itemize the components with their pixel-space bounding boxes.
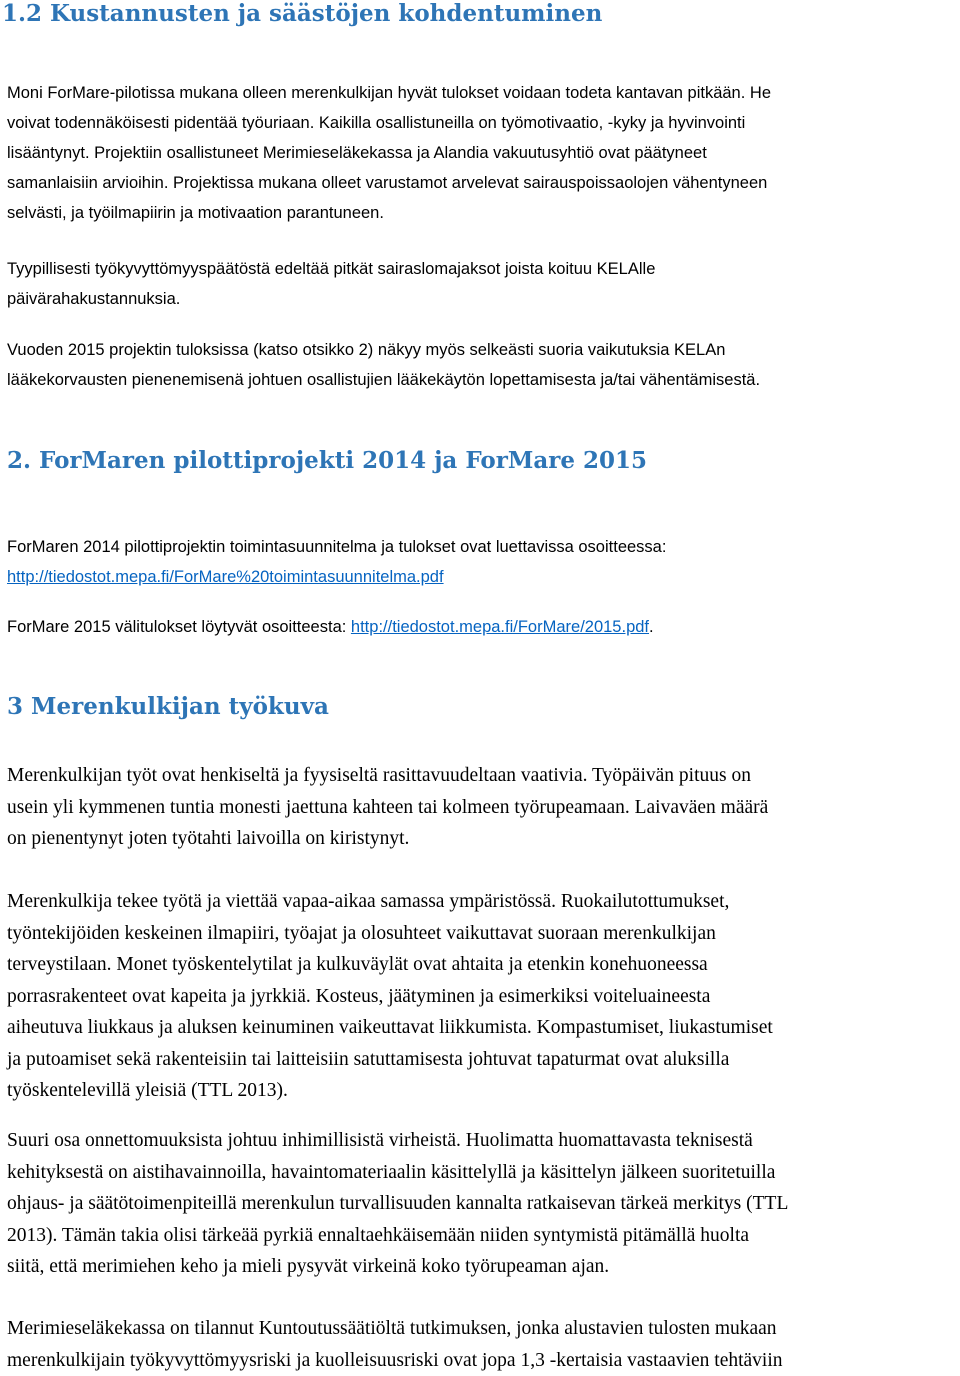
text-line: työntekijöiden keskeinen ilmapiiri, työajat ja olosuhteet vaikuttavat suoraan merenkulkijan bbox=[7, 918, 953, 950]
section-heading-1-2: 1.2 Kustannusten ja säästöjen kohdentuminen bbox=[2, 0, 602, 28]
text-line: kehityksestä on aistihavainnoilla, havaintomateriaalin käsittelyllä ja käsittelyn jälkeen suoritetuilla bbox=[7, 1157, 953, 1189]
text-line: ForMaren 2014 pilottiprojektin toimintasuunnitelma ja tulokset ovat luettavissa osoitteessa: bbox=[7, 532, 953, 562]
paragraph-savings-results bbox=[7, 78, 953, 228]
paragraph-kela-medication bbox=[7, 335, 953, 395]
text-line: lääkekorvausten pienenemisenä johtuen osallistujien lääkekäytön lopettamisesta ja/tai vähentämisestä. bbox=[7, 365, 953, 395]
text-line: siitä, että merimiehen keho ja mieli pysyvät virkeinä koko työrupeaman ajan. bbox=[7, 1251, 953, 1283]
text-line: lisääntynyt. Projektiin osallistuneet Merimieseläkekassa ja Alandia vakuutusyhtiö ovat päätyneet bbox=[7, 138, 953, 168]
section-heading-2: 2. ForMaren pilottiprojekti 2014 ja ForMare 2015 bbox=[7, 446, 647, 476]
paragraph-work-demands bbox=[7, 760, 953, 855]
text-line: ohjaus- ja säätötoimenpiteillä merenkulun turvallisuuden kannalta ratkaisevan tärkeä merkitys (TTL bbox=[7, 1188, 953, 1220]
text-line: päivärahakustannuksia. bbox=[7, 284, 953, 314]
text-line: porrasrakenteet ovat kapeita ja jyrkkiä. Kosteus, jäätyminen ja esimerkiksi voiteluaineesta bbox=[7, 981, 953, 1013]
text-line bbox=[7, 612, 953, 642]
paragraph-work-environment bbox=[7, 886, 953, 1107]
paragraph-pilot-2014 bbox=[7, 532, 953, 592]
text-line: työskentelevillä yleisiä (TTL 2013). bbox=[7, 1075, 953, 1107]
text-line: merenkulkijain työkyvyttömyysriski ja kuolleisuusriski ovat jopa 1,3 -kertaisia vastaavien tehtäviin bbox=[7, 1345, 953, 1376]
text-segment: ForMare 2015 välitulokset löytyvät osoitteesta: bbox=[7, 618, 351, 636]
text-segment: . bbox=[649, 618, 654, 636]
text-line: usein yli kymmenen tuntia monesti jaettuna kahteen tai kolmeen työrupeamaan. Laivaväen määrä bbox=[7, 792, 953, 824]
text-line: Moni ForMare-pilotissa mukana olleen merenkulkijan hyvät tulokset voidaan todeta kantavan pitkään. He bbox=[7, 78, 953, 108]
link-formare-2015[interactable]: http://tiedostot.mepa.fi/ForMare/2015.pdf bbox=[351, 618, 649, 636]
text-line: selvästi, ja työilmapiirin ja motivaation parantuneen. bbox=[7, 198, 953, 228]
text-line bbox=[7, 562, 953, 592]
section-heading-3: 3 Merenkulkijan työkuva bbox=[7, 692, 329, 722]
text-line: aiheutuva liukkaus ja aluksen keinuminen vaikeuttavat liikkumista. Kompastumiset, liukastumiset bbox=[7, 1012, 953, 1044]
paragraph-research bbox=[7, 1313, 953, 1376]
paragraph-kela-sickleave bbox=[7, 254, 953, 314]
text-line: Merenkulkija tekee työtä ja viettää vapaa-aikaa samassa ympäristössä. Ruokailutottumukset, bbox=[7, 886, 953, 918]
text-line: voivat todennäköisesti pidentää työuriaan. Kaikilla osallistuneilla on työmotivaatio, -kyky ja hyvinvointi bbox=[7, 108, 953, 138]
text-line: terveystilaan. Monet työskentelytilat ja kulkuväylät ovat ahtaita ja etenkin konehuoneessa bbox=[7, 949, 953, 981]
text-line: Vuoden 2015 projektin tuloksissa (katso otsikko 2) näkyy myös selkeästi suoria vaikutuksia KELAn bbox=[7, 335, 953, 365]
text-line: on pienentynyt joten työtahti laivoilla on kiristynyt. bbox=[7, 823, 953, 855]
text-line: Merimieseläkekassa on tilannut Kuntoutussäätiöltä tutkimuksen, jonka alustavien tulosten mukaan bbox=[7, 1313, 953, 1345]
text-line: Tyypillisesti työkyvyttömyyspäätöstä edeltää pitkät sairaslomajaksot joista koituu KELAlle bbox=[7, 254, 953, 284]
paragraph-human-error bbox=[7, 1125, 953, 1283]
text-line: Suuri osa onnettomuuksista johtuu inhimillisistä virheistä. Huolimatta huomattavasta teknisestä bbox=[7, 1125, 953, 1157]
text-line: ja putoamiset sekä rakenteisiin tai laitteisiin satuttamisesta johtuvat tapaturmat ovat aluksilla bbox=[7, 1044, 953, 1076]
text-line: samanlaisiin arvioihin. Projektissa mukana olleet varustamot arvelevat sairauspoissaolojen vähentyneen bbox=[7, 168, 953, 198]
text-line: Merenkulkijan työt ovat henkiseltä ja fyysiseltä rasittavuudeltaan vaativia. Työpäivän pituus on bbox=[7, 760, 953, 792]
link-toimintasuunnitelma[interactable]: http://tiedostot.mepa.fi/ForMare%20toimintasuunnitelma.pdf bbox=[7, 568, 444, 586]
text-line: 2013). Tämän takia olisi tärkeää pyrkiä ennaltaehkäisemään niiden syntymistä pitämällä huolta bbox=[7, 1220, 953, 1252]
paragraph-formare-2015 bbox=[7, 612, 953, 642]
